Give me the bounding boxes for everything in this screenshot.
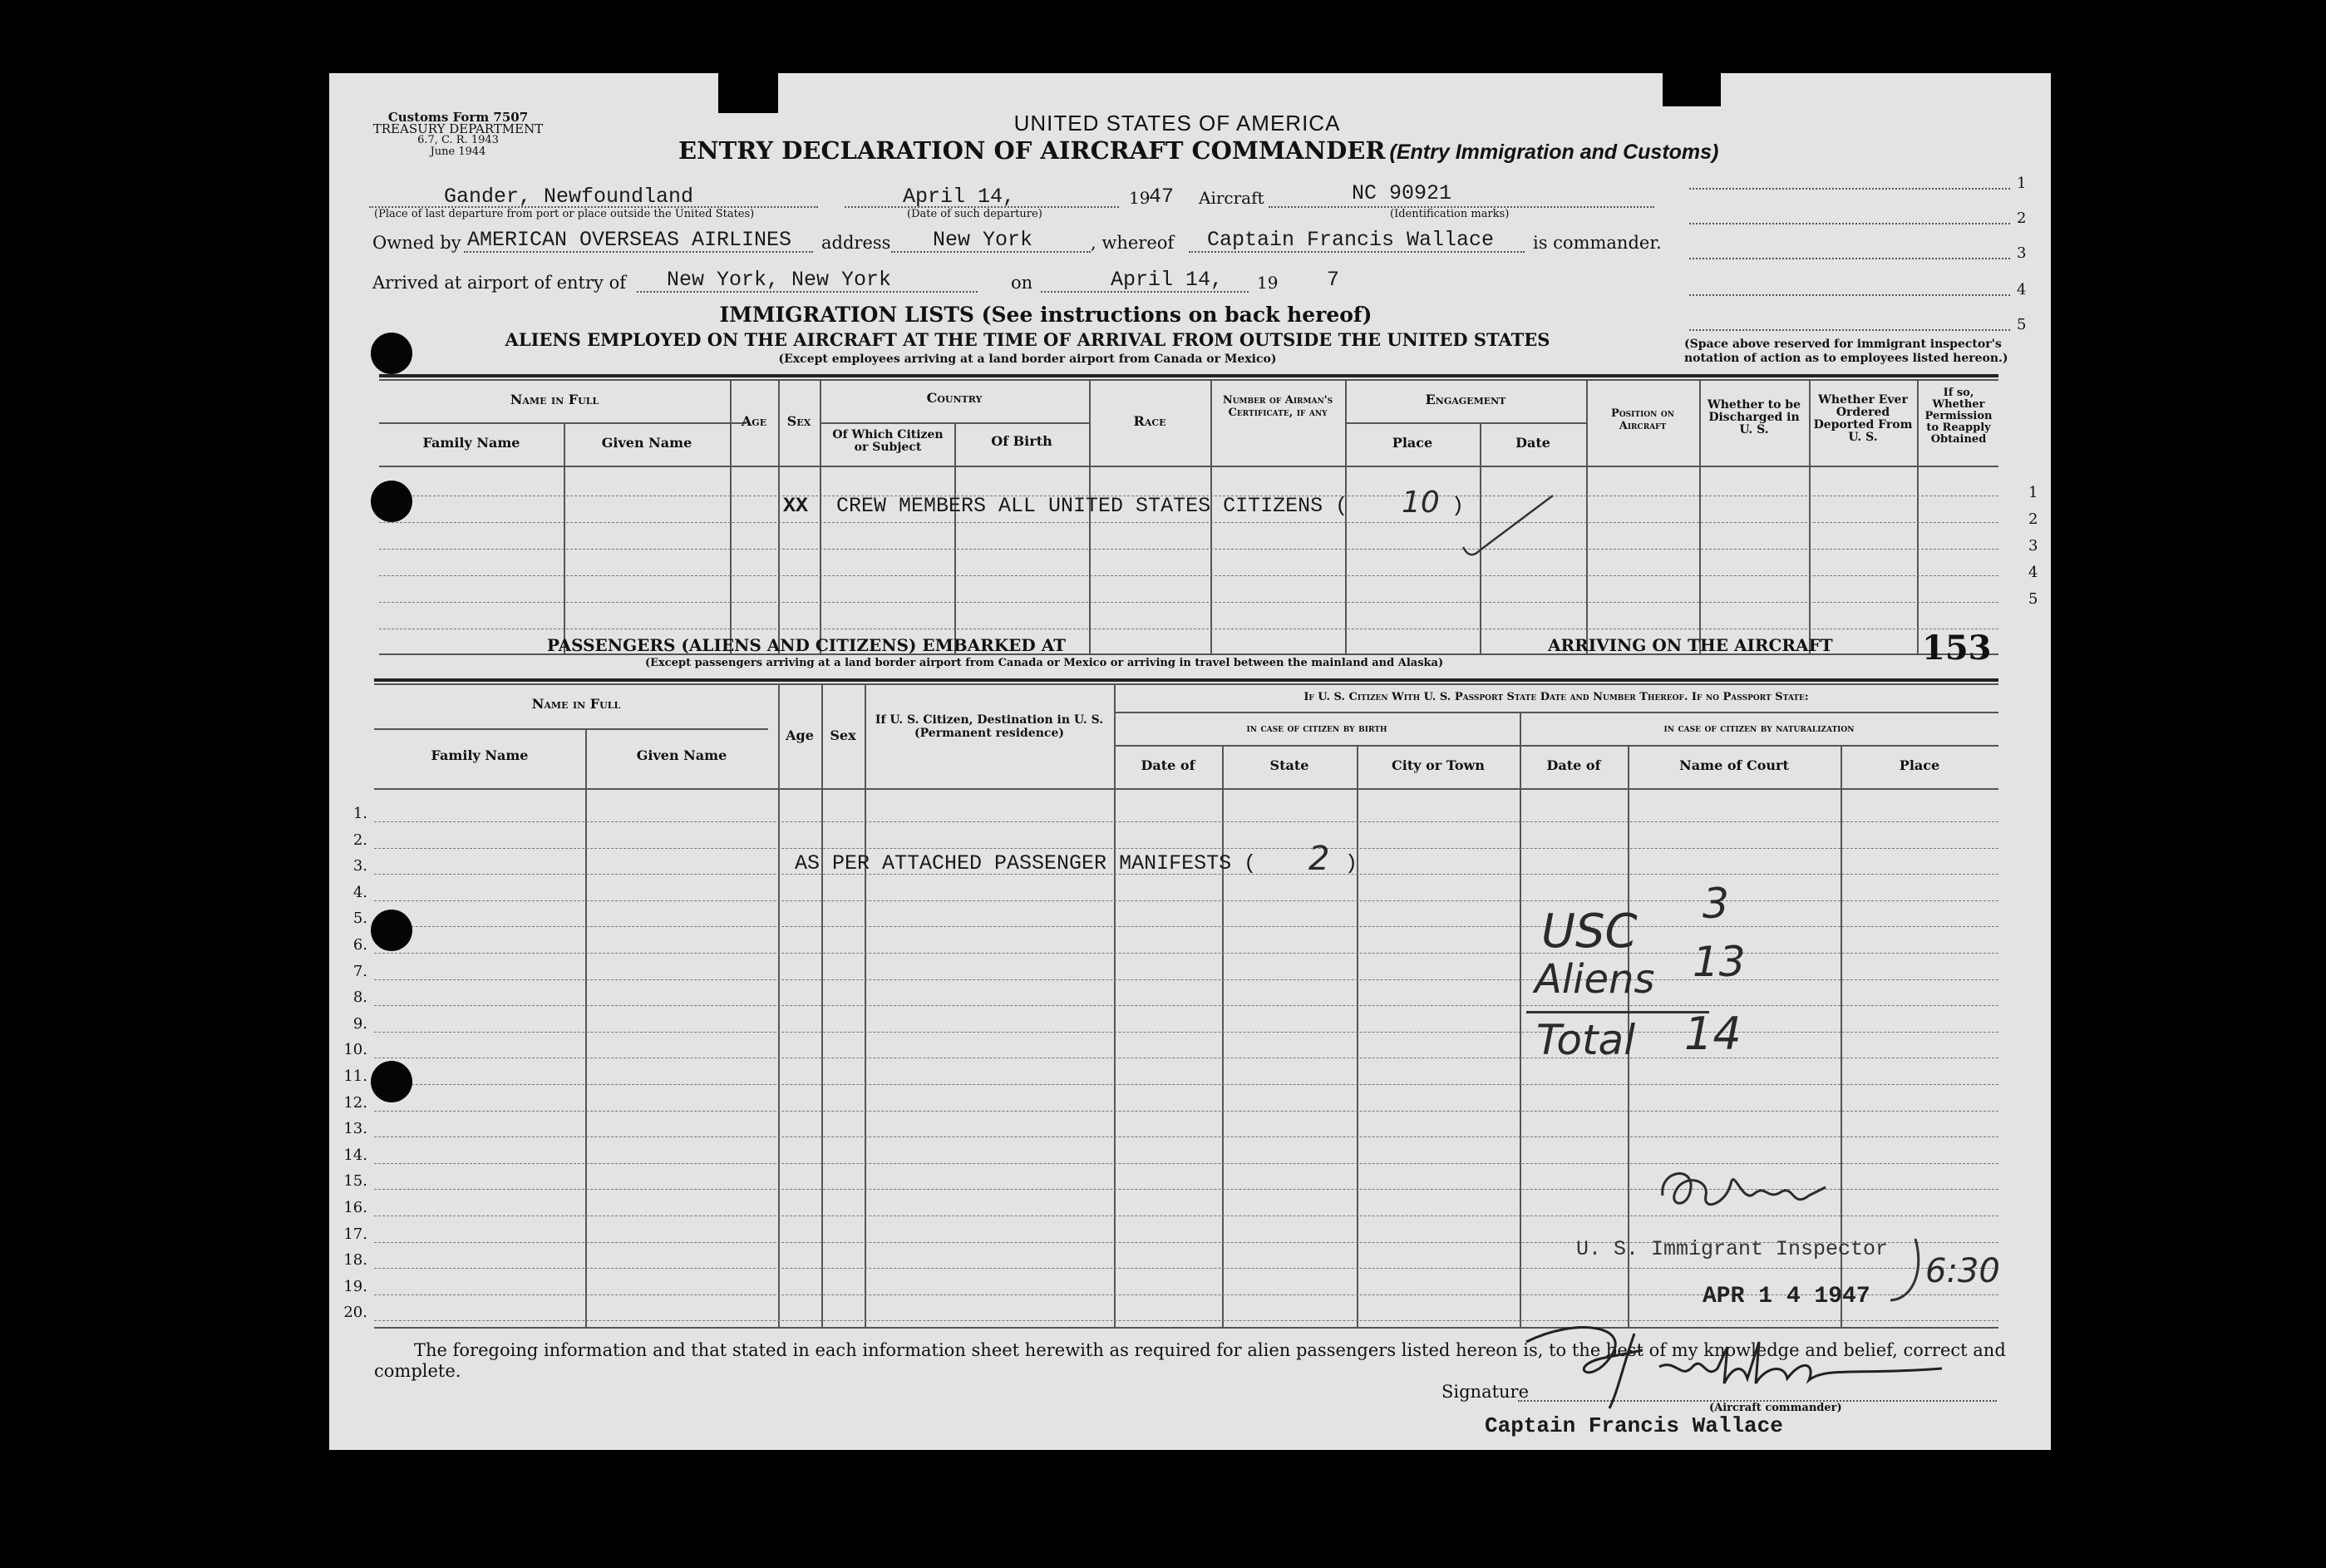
passengers-number: 153 xyxy=(1922,629,1992,668)
crew-permission: If so, Whether Permission to Reapply Obtained xyxy=(1924,387,1993,446)
passenger-row-number: 17. xyxy=(343,1225,367,1243)
pax-given-name: Given Name xyxy=(636,747,727,763)
form-id-block xyxy=(362,111,554,158)
pax-birth-city: City or Town xyxy=(1392,757,1485,773)
reserved-lines xyxy=(1689,173,2038,422)
whereof-label: , whereof xyxy=(1091,233,1175,253)
pax-family-name: Family Name xyxy=(431,747,529,763)
passenger-row-line xyxy=(374,848,1998,849)
pax-entry: AS PER ATTACHED PASSENGER MANIFESTS ( xyxy=(795,851,1257,875)
departure-place-caption: (Place of last departure from port or place outside the United States) xyxy=(374,208,755,220)
passenger-row-number: 19. xyxy=(343,1277,367,1295)
crew-entry-count: 10 xyxy=(1402,486,1440,520)
commander-signature xyxy=(1510,1309,1975,1417)
passengers-title-left: PASSENGERS (ALIENS AND CITIZENS) EMBARKED AT xyxy=(547,635,1067,655)
passenger-row-number: 8. xyxy=(352,989,367,1007)
pax-by-naturalization: in case of citizen by naturalization xyxy=(1663,722,1855,735)
pax-nat-date: Date of xyxy=(1546,757,1601,773)
pax-entry-close: ) xyxy=(1345,851,1358,875)
arrival-year: 7 xyxy=(1327,268,1340,292)
arrival-year-prefix: 19 xyxy=(1257,273,1279,293)
aliens-count: 13 xyxy=(1693,938,1746,986)
immigration-title: IMMIGRATION LISTS (See instructions on back hereof) xyxy=(719,303,1372,327)
reserved-number: 5 xyxy=(2017,316,2027,333)
reserved-note: (Space above reserved for immigrant inspector's notation of action as to employees listed hereon.) xyxy=(1684,338,2008,365)
inspector-signature xyxy=(1651,1162,1867,1229)
passenger-row-line xyxy=(374,900,1998,901)
crew-date: Date xyxy=(1515,435,1550,451)
passenger-row-number: 12. xyxy=(343,1093,367,1112)
immigration-subtitle: ALIENS EMPLOYED ON THE AIRCRAFT AT THE TIME OF ARRIVAL FROM OUTSIDE THE UNITED STATES xyxy=(505,329,1550,350)
passenger-row-line xyxy=(374,821,1998,822)
owned-by-label: Owned by xyxy=(372,233,461,253)
crew-discharged: Whether to be Discharged in U. S. xyxy=(1708,398,1801,436)
arrival-label: Arrived at airport of entry of xyxy=(372,273,626,293)
crew-position: Position on Aircraft xyxy=(1611,407,1674,432)
passenger-row-number: 1. xyxy=(352,805,367,822)
passenger-row-line xyxy=(374,1005,1998,1006)
passenger-row-number: 20. xyxy=(343,1304,367,1322)
passenger-row-number: 7. xyxy=(352,962,367,980)
crew-birth: Of Birth xyxy=(991,433,1052,449)
crew-certificate: Number of Airman's Certificate, if any xyxy=(1222,394,1333,419)
inspector-time: 6:30 xyxy=(1925,1252,2000,1290)
pax-age: Age xyxy=(786,727,814,743)
arrival-on-label: on xyxy=(1011,273,1033,293)
pax-name-in-full: Name in Full xyxy=(531,696,621,712)
crew-family-name: Family Name xyxy=(422,435,520,451)
pax-nat-place: Place xyxy=(1899,757,1940,773)
crew-entry-close: ) xyxy=(1451,494,1465,518)
passenger-row-line xyxy=(374,926,1998,927)
usc-count: 3 xyxy=(1703,880,1729,928)
passenger-row-number: 2. xyxy=(352,831,367,849)
crew-row-number: 3 xyxy=(2028,537,2038,555)
reserved-number: 2 xyxy=(2017,210,2027,227)
passenger-row-number: 3. xyxy=(352,857,367,875)
pax-entry-count: 2 xyxy=(1308,840,1330,878)
passenger-row-number: 18. xyxy=(343,1251,367,1270)
pax-sex: Sex xyxy=(830,727,856,743)
check-mark xyxy=(1460,489,1560,564)
departure-year: 47 xyxy=(1149,185,1175,209)
aliens-label: Aliens xyxy=(1535,956,1655,1003)
crew-given-name: Given Name xyxy=(601,435,692,451)
crew-sex: Sex xyxy=(786,413,811,429)
signature-label: Signature xyxy=(1441,1382,1530,1402)
passenger-row-number: 13. xyxy=(343,1120,367,1138)
pax-birth-date: Date of xyxy=(1141,757,1195,773)
passenger-row-number: 6. xyxy=(352,936,367,954)
signature-name: Captain Francis Wallace xyxy=(1485,1413,1783,1438)
passengers-note: (Except passengers arriving at a land border airport from Canada or Mexico or arriving in travel between the mainland and Alaska) xyxy=(645,657,1444,669)
pax-birth-state: State xyxy=(1269,757,1309,773)
crew-row-number: 2 xyxy=(2028,510,2038,528)
crew-row-number: 1 xyxy=(2028,484,2038,501)
commander-suffix: is commander. xyxy=(1533,233,1662,253)
department: TREASURY DEPARTMENT xyxy=(372,121,544,136)
crew-race: Race xyxy=(1133,413,1166,429)
signature-caption: (Aircraft commander) xyxy=(1709,1402,1842,1414)
passenger-row-number: 15. xyxy=(343,1172,367,1191)
crew-age: Age xyxy=(741,413,767,429)
total-count: 14 xyxy=(1684,1008,1742,1060)
cfr: 6.7, C. R. 1943 xyxy=(417,134,499,146)
aircraft-id: NC 90921 xyxy=(1352,181,1452,205)
punch-hole xyxy=(371,1061,412,1102)
passenger-row-line xyxy=(374,1268,1998,1269)
sum-line xyxy=(1526,1011,1709,1013)
arrival-date: April 14, xyxy=(1111,268,1224,292)
edition: June 1944 xyxy=(430,145,486,158)
passenger-row-number: 16. xyxy=(343,1199,367,1216)
form-number: Customs Form 7507 xyxy=(387,110,529,125)
crew-row-number: 5 xyxy=(2028,590,2038,608)
punch-hole xyxy=(371,910,412,951)
arrival-airport: New York, New York xyxy=(667,268,892,292)
immigration-note: (Except employees arriving at a land border airport from Canada or Mexico) xyxy=(778,353,1277,366)
usc-label: USC xyxy=(1541,905,1638,959)
passenger-row-number: 14. xyxy=(343,1146,367,1164)
passengers-title-right: ARRIVING ON THE AIRCRAFT xyxy=(1548,635,1833,655)
country-heading: UNITED STATES OF AMERICA xyxy=(1013,111,1341,136)
commander-name: Captain Francis Wallace xyxy=(1207,228,1495,252)
stamp-date: APR 1 4 1947 xyxy=(1703,1284,1870,1309)
pax-destination: If U. S. Citizen, Destination in U. S. (Permanent residence) xyxy=(875,713,1104,740)
departure-date: April 14, xyxy=(903,185,1016,209)
punch-hole xyxy=(371,333,412,374)
address-label: address xyxy=(821,233,891,253)
crew-name-in-full: Name in Full xyxy=(510,392,599,407)
passenger-row-number: 9. xyxy=(352,1014,367,1033)
aircraft-id-caption: (Identification marks) xyxy=(1390,208,1510,220)
owner-name: AMERICAN OVERSEAS AIRLINES xyxy=(467,228,792,252)
reserved-number: 3 xyxy=(2017,244,2027,262)
crew-deported: Whether Ever Ordered Deported From U. S. xyxy=(1813,393,1913,444)
reserved-number: 1 xyxy=(2017,175,2027,192)
passenger-row-number: 5. xyxy=(352,910,367,928)
crew-country: Country xyxy=(926,390,983,406)
form-title xyxy=(678,136,1809,165)
aircraft-label: Aircraft xyxy=(1199,188,1264,208)
crew-row-number: 4 xyxy=(2028,564,2038,581)
inspector-title: U. S. Immigrant Inspector xyxy=(1576,1237,1889,1261)
owner-address: New York xyxy=(933,228,1033,252)
total-label: Total xyxy=(1536,1016,1636,1064)
departure-date-caption: (Date of such departure) xyxy=(907,208,1042,220)
passenger-row-number: 4. xyxy=(352,883,367,901)
form-title-suffix: (Entry Immigration and Customs) xyxy=(1389,141,1719,164)
passenger-row-line xyxy=(374,1111,1998,1112)
punch-hole xyxy=(371,481,412,522)
entry-declaration-form xyxy=(329,73,2051,1450)
pax-nat-court: Name of Court xyxy=(1679,757,1789,773)
passenger-row-number: 11. xyxy=(343,1068,367,1085)
crew-entry: CREW MEMBERS ALL UNITED STATES CITIZENS ( xyxy=(836,494,1348,518)
passenger-row-line xyxy=(374,979,1998,980)
passenger-row-line xyxy=(374,1084,1998,1085)
crew-entry-mark: XX xyxy=(783,494,809,518)
form-title-main: ENTRY DECLARATION OF AIRCRAFT COMMANDER xyxy=(678,136,1386,165)
footer-statement: The foregoing information and that stated in each information sheet herewith as required for alien passengers listed hereon is, to the best of my knowledge and belief, correct and complete. xyxy=(374,1340,2006,1381)
passenger-row-line xyxy=(374,1032,1998,1033)
stamp-bracket xyxy=(1882,1234,1932,1309)
passenger-row-number: 10. xyxy=(343,1041,367,1059)
passenger-row-line xyxy=(374,953,1998,954)
reserved-number: 4 xyxy=(2017,281,2027,298)
crew-place: Place xyxy=(1392,435,1433,451)
paper-notch xyxy=(718,73,778,113)
crew-citizen-of: Of Which Citizen or Subject xyxy=(832,428,944,454)
crew-engagement: Engagement xyxy=(1425,392,1506,407)
departure-year-prefix: 19 xyxy=(1129,188,1151,208)
paper-notch xyxy=(1663,73,1721,106)
departure-place: Gander, Newfoundland xyxy=(444,185,694,209)
pax-passport-header: If U. S. Citizen With U. S. Passport State Date and Number Thereof. If no Passport State: xyxy=(1303,691,1809,703)
pax-by-birth: in case of citizen by birth xyxy=(1246,722,1387,735)
